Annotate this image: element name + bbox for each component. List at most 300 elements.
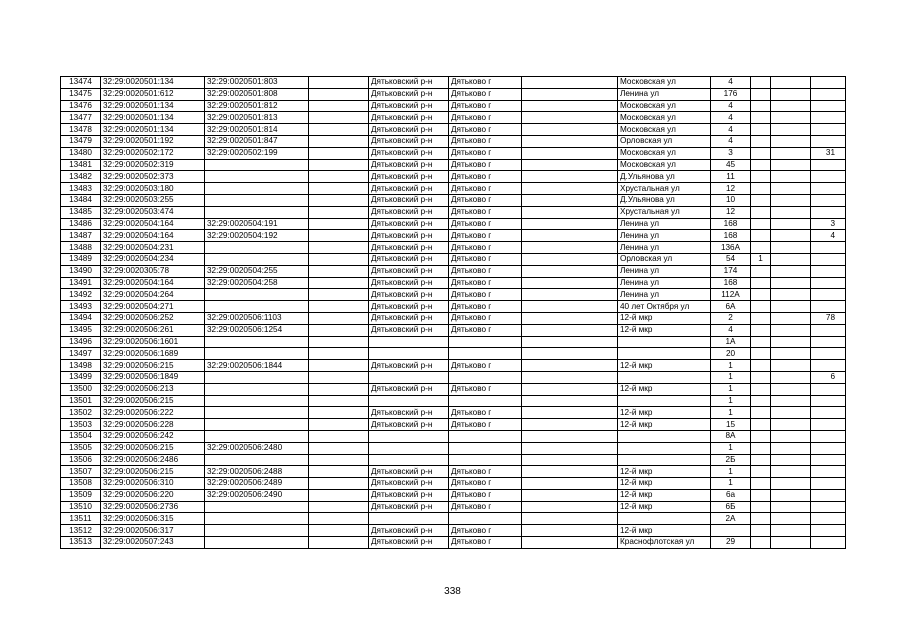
extra-cell: [751, 289, 771, 301]
object-number-cell: [205, 348, 309, 360]
cadastral-number-cell: 32:29:0020507:243: [101, 537, 205, 549]
city-cell: Дятьково г: [449, 206, 522, 218]
extra-cell: [771, 383, 811, 395]
object-number-cell: [205, 301, 309, 313]
street-cell: Московская ул: [618, 124, 711, 136]
street-cell: Ленина ул: [618, 265, 711, 277]
cadastral-number-cell: 32:29:0020502:373: [101, 171, 205, 183]
cadastral-number-cell: 32:29:0020506:215: [101, 442, 205, 454]
apartment-cell: [811, 171, 846, 183]
row-number-cell: 13489: [61, 253, 101, 265]
house-number-cell: 11: [711, 171, 751, 183]
object-number-cell: [205, 206, 309, 218]
street-cell: [618, 442, 711, 454]
street-cell: Краснофлотская ул: [618, 537, 711, 549]
district-cell: Дятьковский р-н: [369, 230, 449, 242]
cadastral-number-cell: 32:29:0020506:220: [101, 489, 205, 501]
extra-cell: [751, 88, 771, 100]
extra-cell: [771, 419, 811, 431]
table-row: [61, 478, 846, 490]
object-number-cell: [205, 537, 309, 549]
row-number-cell: 13511: [61, 513, 101, 525]
blank-cell: [522, 383, 618, 395]
street-cell: [618, 513, 711, 525]
row-number-cell: 13498: [61, 360, 101, 372]
city-cell: [449, 336, 522, 348]
object-number-cell: 32:29:0020506:2488: [205, 466, 309, 478]
house-number-cell: 176: [711, 88, 751, 100]
blank-cell: [309, 301, 369, 313]
city-cell: Дятьково г: [449, 466, 522, 478]
blank-cell: [309, 395, 369, 407]
blank-cell: [522, 171, 618, 183]
cadastral-number-cell: 32:29:0020501:612: [101, 88, 205, 100]
city-cell: Дятьково г: [449, 489, 522, 501]
apartment-cell: [811, 301, 846, 313]
city-cell: Дятьково г: [449, 289, 522, 301]
house-number-cell: 1: [711, 466, 751, 478]
table-row: [61, 301, 846, 313]
blank-cell: [522, 348, 618, 360]
cadastral-number-cell: 32:29:0020506:215: [101, 395, 205, 407]
extra-cell: [771, 489, 811, 501]
extra-cell: [771, 537, 811, 549]
extra-cell: [771, 253, 811, 265]
object-number-cell: [205, 194, 309, 206]
cadastral-number-cell: 32:29:0020501:134: [101, 112, 205, 124]
house-number-cell: 12: [711, 183, 751, 195]
street-cell: Ленина ул: [618, 88, 711, 100]
street-cell: Московская ул: [618, 100, 711, 112]
cadastral-number-cell: 32:29:0020506:2486: [101, 454, 205, 466]
row-number-cell: 13495: [61, 324, 101, 336]
blank-cell: [309, 478, 369, 490]
house-number-cell: 1: [711, 371, 751, 383]
row-number-cell: 13477: [61, 112, 101, 124]
object-number-cell: 32:29:0020504:258: [205, 277, 309, 289]
apartment-cell: 6: [811, 371, 846, 383]
house-number-cell: 2А: [711, 513, 751, 525]
blank-cell: [309, 194, 369, 206]
house-number-cell: 4: [711, 100, 751, 112]
city-cell: Дятьково г: [449, 253, 522, 265]
apartment-cell: [811, 537, 846, 549]
row-number-cell: 13482: [61, 171, 101, 183]
blank-cell: [309, 407, 369, 419]
blank-cell: [309, 537, 369, 549]
extra-cell: [751, 442, 771, 454]
district-cell: Дятьковский р-н: [369, 88, 449, 100]
extra-cell: [771, 77, 811, 89]
blank-cell: [522, 277, 618, 289]
house-number-cell: [711, 525, 751, 537]
blank-cell: [309, 525, 369, 537]
extra-cell: [751, 112, 771, 124]
street-cell: Ленина ул: [618, 218, 711, 230]
street-cell: 12-й мкр: [618, 383, 711, 395]
blank-cell: [522, 537, 618, 549]
district-cell: Дятьковский р-н: [369, 312, 449, 324]
apartment-cell: [811, 135, 846, 147]
object-number-cell: [205, 371, 309, 383]
object-number-cell: [205, 501, 309, 513]
house-number-cell: 8А: [711, 430, 751, 442]
table-row: [61, 442, 846, 454]
street-cell: Д.Ульянова ул: [618, 171, 711, 183]
table-row: [61, 537, 846, 549]
blank-cell: [309, 112, 369, 124]
city-cell: Дятьково г: [449, 194, 522, 206]
extra-cell: [771, 171, 811, 183]
object-number-cell: 32:29:0020506:1844: [205, 360, 309, 372]
blank-cell: [309, 466, 369, 478]
street-cell: 12-й мкр: [618, 407, 711, 419]
row-number-cell: 13512: [61, 525, 101, 537]
object-number-cell: [205, 513, 309, 525]
house-number-cell: 174: [711, 265, 751, 277]
district-cell: Дятьковский р-н: [369, 301, 449, 313]
object-number-cell: [205, 407, 309, 419]
extra-cell: [771, 147, 811, 159]
house-number-cell: 2: [711, 312, 751, 324]
table-row: [61, 218, 846, 230]
house-number-cell: 45: [711, 159, 751, 171]
object-number-cell: [205, 383, 309, 395]
cadastral-number-cell: 32:29:0020506:317: [101, 525, 205, 537]
blank-cell: [522, 183, 618, 195]
row-number-cell: 13483: [61, 183, 101, 195]
blank-cell: [309, 430, 369, 442]
object-number-cell: [205, 289, 309, 301]
city-cell: Дятьково г: [449, 360, 522, 372]
blank-cell: [522, 289, 618, 301]
city-cell: Дятьково г: [449, 301, 522, 313]
blank-cell: [309, 242, 369, 254]
blank-cell: [522, 360, 618, 372]
row-number-cell: 13485: [61, 206, 101, 218]
blank-cell: [309, 183, 369, 195]
extra-cell: [751, 312, 771, 324]
blank-cell: [309, 312, 369, 324]
table-row: [61, 230, 846, 242]
object-number-cell: [205, 395, 309, 407]
row-number-cell: 13475: [61, 88, 101, 100]
apartment-cell: [811, 478, 846, 490]
house-number-cell: 20: [711, 348, 751, 360]
city-cell: Дятьково г: [449, 100, 522, 112]
extra-cell: [751, 501, 771, 513]
district-cell: Дятьковский р-н: [369, 501, 449, 513]
cadastral-number-cell: 32:29:0020502:319: [101, 159, 205, 171]
district-cell: [369, 442, 449, 454]
cadastral-number-cell: 32:29:0020506:2736: [101, 501, 205, 513]
extra-cell: [771, 230, 811, 242]
registry-table: [60, 76, 846, 549]
row-number-cell: 13479: [61, 135, 101, 147]
district-cell: Дятьковский р-н: [369, 253, 449, 265]
row-number-cell: 13494: [61, 312, 101, 324]
object-number-cell: 32:29:0020501:803: [205, 77, 309, 89]
object-number-cell: 32:29:0020506:1103: [205, 312, 309, 324]
cadastral-number-cell: 32:29:0020506:215: [101, 466, 205, 478]
district-cell: Дятьковский р-н: [369, 324, 449, 336]
extra-cell: [771, 442, 811, 454]
street-cell: Московская ул: [618, 112, 711, 124]
cadastral-number-cell: 32:29:0020506:315: [101, 513, 205, 525]
district-cell: Дятьковский р-н: [369, 194, 449, 206]
street-cell: Ленина ул: [618, 230, 711, 242]
row-number-cell: 13502: [61, 407, 101, 419]
street-cell: Орловская ул: [618, 253, 711, 265]
city-cell: Дятьково г: [449, 183, 522, 195]
object-number-cell: [205, 159, 309, 171]
house-number-cell: 15: [711, 419, 751, 431]
street-cell: [618, 336, 711, 348]
city-cell: Дятьково г: [449, 277, 522, 289]
object-number-cell: 32:29:0020506:2489: [205, 478, 309, 490]
city-cell: [449, 430, 522, 442]
apartment-cell: [811, 88, 846, 100]
table-row: [61, 277, 846, 289]
blank-cell: [309, 277, 369, 289]
blank-cell: [522, 312, 618, 324]
blank-cell: [522, 371, 618, 383]
house-number-cell: 1: [711, 360, 751, 372]
apartment-cell: [811, 183, 846, 195]
row-number-cell: 13486: [61, 218, 101, 230]
extra-cell: [751, 230, 771, 242]
district-cell: Дятьковский р-н: [369, 218, 449, 230]
blank-cell: [309, 171, 369, 183]
apartment-cell: [811, 194, 846, 206]
street-cell: Орловская ул: [618, 135, 711, 147]
street-cell: 12-й мкр: [618, 466, 711, 478]
house-number-cell: 10: [711, 194, 751, 206]
blank-cell: [309, 147, 369, 159]
street-cell: [618, 348, 711, 360]
street-cell: 12-й мкр: [618, 324, 711, 336]
extra-cell: [751, 371, 771, 383]
extra-cell: [771, 194, 811, 206]
extra-cell: [751, 147, 771, 159]
street-cell: Ленина ул: [618, 242, 711, 254]
table-row: [61, 171, 846, 183]
extra-cell: [751, 194, 771, 206]
blank-cell: [522, 242, 618, 254]
blank-cell: [309, 135, 369, 147]
extra-cell: [771, 112, 811, 124]
extra-cell: [771, 371, 811, 383]
cadastral-number-cell: 32:29:0020506:213: [101, 383, 205, 395]
cadastral-number-cell: 32:29:0020504:234: [101, 253, 205, 265]
extra-cell: [771, 360, 811, 372]
table-row: [61, 419, 846, 431]
extra-cell: [771, 183, 811, 195]
blank-cell: [522, 124, 618, 136]
cadastral-number-cell: 32:29:0020504:264: [101, 289, 205, 301]
extra-cell: [771, 454, 811, 466]
object-number-cell: [205, 454, 309, 466]
object-number-cell: [205, 430, 309, 442]
object-number-cell: 32:29:0020501:814: [205, 124, 309, 136]
city-cell: Дятьково г: [449, 383, 522, 395]
house-number-cell: 112А: [711, 289, 751, 301]
blank-cell: [522, 513, 618, 525]
blank-cell: [309, 360, 369, 372]
apartment-cell: [811, 489, 846, 501]
cadastral-number-cell: 32:29:0020506:1849: [101, 371, 205, 383]
extra-cell: [771, 336, 811, 348]
street-cell: Д.Ульянова ул: [618, 194, 711, 206]
table-row: [61, 383, 846, 395]
blank-cell: [522, 253, 618, 265]
extra-cell: [751, 489, 771, 501]
cadastral-number-cell: 32:29:0020506:1689: [101, 348, 205, 360]
apartment-cell: [811, 407, 846, 419]
city-cell: Дятьково г: [449, 501, 522, 513]
city-cell: Дятьково г: [449, 324, 522, 336]
street-cell: 12-й мкр: [618, 501, 711, 513]
city-cell: Дятьково г: [449, 135, 522, 147]
extra-cell: [771, 525, 811, 537]
district-cell: Дятьковский р-н: [369, 183, 449, 195]
blank-cell: [309, 289, 369, 301]
blank-cell: [522, 454, 618, 466]
table-row: [61, 112, 846, 124]
cadastral-number-cell: 32:29:0020503:474: [101, 206, 205, 218]
extra-cell: [751, 265, 771, 277]
city-cell: Дятьково г: [449, 159, 522, 171]
district-cell: [369, 430, 449, 442]
district-cell: Дятьковский р-н: [369, 360, 449, 372]
house-number-cell: 54: [711, 253, 751, 265]
extra-cell: [771, 100, 811, 112]
district-cell: Дятьковский р-н: [369, 537, 449, 549]
house-number-cell: 12: [711, 206, 751, 218]
blank-cell: [309, 348, 369, 360]
extra-cell: [751, 430, 771, 442]
object-number-cell: 32:29:0020506:2490: [205, 489, 309, 501]
district-cell: Дятьковский р-н: [369, 489, 449, 501]
apartment-cell: [811, 289, 846, 301]
district-cell: Дятьковский р-н: [369, 525, 449, 537]
object-number-cell: [205, 171, 309, 183]
district-cell: [369, 513, 449, 525]
extra-cell: [751, 466, 771, 478]
blank-cell: [522, 395, 618, 407]
extra-cell: [751, 360, 771, 372]
row-number-cell: 13476: [61, 100, 101, 112]
blank-cell: [522, 135, 618, 147]
table-row: [61, 289, 846, 301]
blank-cell: [522, 501, 618, 513]
street-cell: Московская ул: [618, 159, 711, 171]
street-cell: Хрустальная ул: [618, 183, 711, 195]
table-row: [61, 501, 846, 513]
blank-cell: [522, 100, 618, 112]
extra-cell: [751, 171, 771, 183]
district-cell: Дятьковский р-н: [369, 112, 449, 124]
extra-cell: [751, 336, 771, 348]
blank-cell: [309, 206, 369, 218]
street-cell: Ленина ул: [618, 277, 711, 289]
house-number-cell: 6а: [711, 489, 751, 501]
cadastral-number-cell: 32:29:0020506:252: [101, 312, 205, 324]
blank-cell: [309, 230, 369, 242]
blank-cell: [522, 112, 618, 124]
table-row: [61, 324, 846, 336]
table-row: [61, 466, 846, 478]
apartment-cell: [811, 159, 846, 171]
apartment-cell: 31: [811, 147, 846, 159]
cadastral-number-cell: 32:29:0020506:228: [101, 419, 205, 431]
extra-cell: [751, 407, 771, 419]
cadastral-number-cell: 32:29:0020506:261: [101, 324, 205, 336]
house-number-cell: 2Б: [711, 454, 751, 466]
object-number-cell: 32:29:0020504:255: [205, 265, 309, 277]
apartment-cell: [811, 206, 846, 218]
city-cell: Дятьково г: [449, 242, 522, 254]
table-row: [61, 124, 846, 136]
registry-body: [61, 77, 846, 549]
blank-cell: [309, 253, 369, 265]
table-row: [61, 100, 846, 112]
district-cell: Дятьковский р-н: [369, 478, 449, 490]
street-cell: 12-й мкр: [618, 489, 711, 501]
blank-cell: [309, 454, 369, 466]
cadastral-number-cell: 32:29:0020501:134: [101, 124, 205, 136]
apartment-cell: [811, 124, 846, 136]
extra-cell: [751, 218, 771, 230]
blank-cell: [522, 324, 618, 336]
house-number-cell: 168: [711, 218, 751, 230]
city-cell: [449, 454, 522, 466]
extra-cell: [771, 501, 811, 513]
extra-cell: [771, 289, 811, 301]
apartment-cell: [811, 525, 846, 537]
blank-cell: [522, 77, 618, 89]
apartment-cell: [811, 466, 846, 478]
object-number-cell: [205, 242, 309, 254]
blank-cell: [522, 407, 618, 419]
table-row: [61, 336, 846, 348]
table-row: [61, 371, 846, 383]
house-number-cell: 4: [711, 112, 751, 124]
extra-cell: [751, 135, 771, 147]
row-number-cell: 13500: [61, 383, 101, 395]
table-row: [61, 395, 846, 407]
blank-cell: [309, 442, 369, 454]
row-number-cell: 13480: [61, 147, 101, 159]
district-cell: Дятьковский р-н: [369, 206, 449, 218]
extra-cell: [751, 242, 771, 254]
district-cell: [369, 348, 449, 360]
row-number-cell: 13491: [61, 277, 101, 289]
extra-cell: [751, 301, 771, 313]
row-number-cell: 13492: [61, 289, 101, 301]
object-number-cell: 32:29:0020504:192: [205, 230, 309, 242]
apartment-cell: [811, 253, 846, 265]
house-number-cell: 1А: [711, 336, 751, 348]
cadastral-number-cell: 32:29:0020503:180: [101, 183, 205, 195]
house-number-cell: 4: [711, 124, 751, 136]
blank-cell: [309, 383, 369, 395]
object-number-cell: 32:29:0020501:812: [205, 100, 309, 112]
cadastral-number-cell: 32:29:0020504:164: [101, 230, 205, 242]
city-cell: Дятьково г: [449, 171, 522, 183]
row-number-cell: 13496: [61, 336, 101, 348]
table-row: [61, 265, 846, 277]
